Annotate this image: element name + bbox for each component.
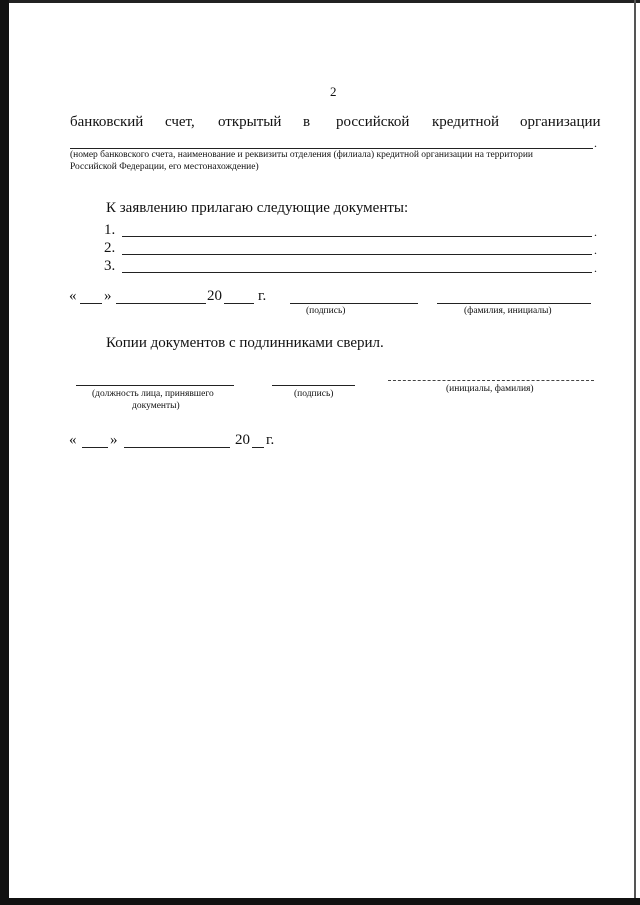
officer-position-blank-line xyxy=(76,385,234,386)
day-blank xyxy=(80,303,102,304)
account-caption: (номер банковского счета, наименование и реквизиты отделения (филиала) кредитной организации на территории xyxy=(70,150,534,160)
signature-caption: (подпись) xyxy=(306,306,346,316)
attachment-end-dot: . xyxy=(594,261,597,275)
attachment-number: 2. xyxy=(104,240,116,256)
scan-border-right xyxy=(634,0,636,905)
scan-border-bottom xyxy=(0,898,640,905)
year-suffix: г. xyxy=(266,432,275,448)
page-number: 2 xyxy=(330,84,337,99)
year-blank xyxy=(252,447,264,448)
date-close-quote: » xyxy=(110,432,118,448)
attachment-blank-line xyxy=(122,236,592,237)
month-blank xyxy=(116,303,206,304)
signature-blank-line xyxy=(290,303,418,304)
officer-position-caption-continued: документы) xyxy=(132,401,180,411)
account-word: счет, xyxy=(165,114,195,130)
scan-border-left xyxy=(0,0,9,905)
day-blank xyxy=(82,447,108,448)
attachment-blank-line xyxy=(122,254,592,255)
officer-initials-blank-line xyxy=(388,380,594,381)
year-suffix: г. xyxy=(258,288,267,304)
name-caption: (фамилия, инициалы) xyxy=(464,306,552,316)
date-open-quote: « xyxy=(69,432,77,448)
attachment-blank-line xyxy=(122,272,592,273)
attachment-number: 1. xyxy=(104,222,116,238)
officer-position-caption: (должность лица, принявшего xyxy=(92,389,214,399)
attachment-end-dot: . xyxy=(594,243,597,257)
copies-heading: Копии документов с подлинниками сверил. xyxy=(106,335,384,351)
year-blank xyxy=(224,303,254,304)
account-line xyxy=(70,114,600,134)
account-word: организации xyxy=(520,114,601,130)
scan-border-top xyxy=(0,0,640,3)
officer-signature-caption: (подпись) xyxy=(294,389,334,399)
year-prefix: 20 xyxy=(235,432,250,448)
officer-initials-caption: (инициалы, фамилия) xyxy=(446,384,534,394)
account-word: банковский xyxy=(70,114,144,130)
date-open-quote: « xyxy=(69,288,77,304)
account-caption-continued: Российской Федерации, его местонахождение) xyxy=(70,162,259,172)
account-blank-line xyxy=(70,148,593,149)
year-prefix: 20 xyxy=(207,288,222,304)
officer-signature-blank-line xyxy=(272,385,355,386)
attachments-heading: К заявлению прилагаю следующие документы: xyxy=(106,200,409,216)
date-close-quote: » xyxy=(104,288,112,304)
name-blank-line xyxy=(437,303,591,304)
account-word: открытый xyxy=(218,114,282,130)
account-word: в xyxy=(303,114,311,130)
month-blank xyxy=(124,447,230,448)
attachment-end-dot: . xyxy=(594,225,597,239)
account-word: российской xyxy=(336,114,410,130)
account-word: кредитной xyxy=(432,114,500,130)
account-end-dot: . xyxy=(594,136,597,150)
attachment-number: 3. xyxy=(104,258,116,274)
